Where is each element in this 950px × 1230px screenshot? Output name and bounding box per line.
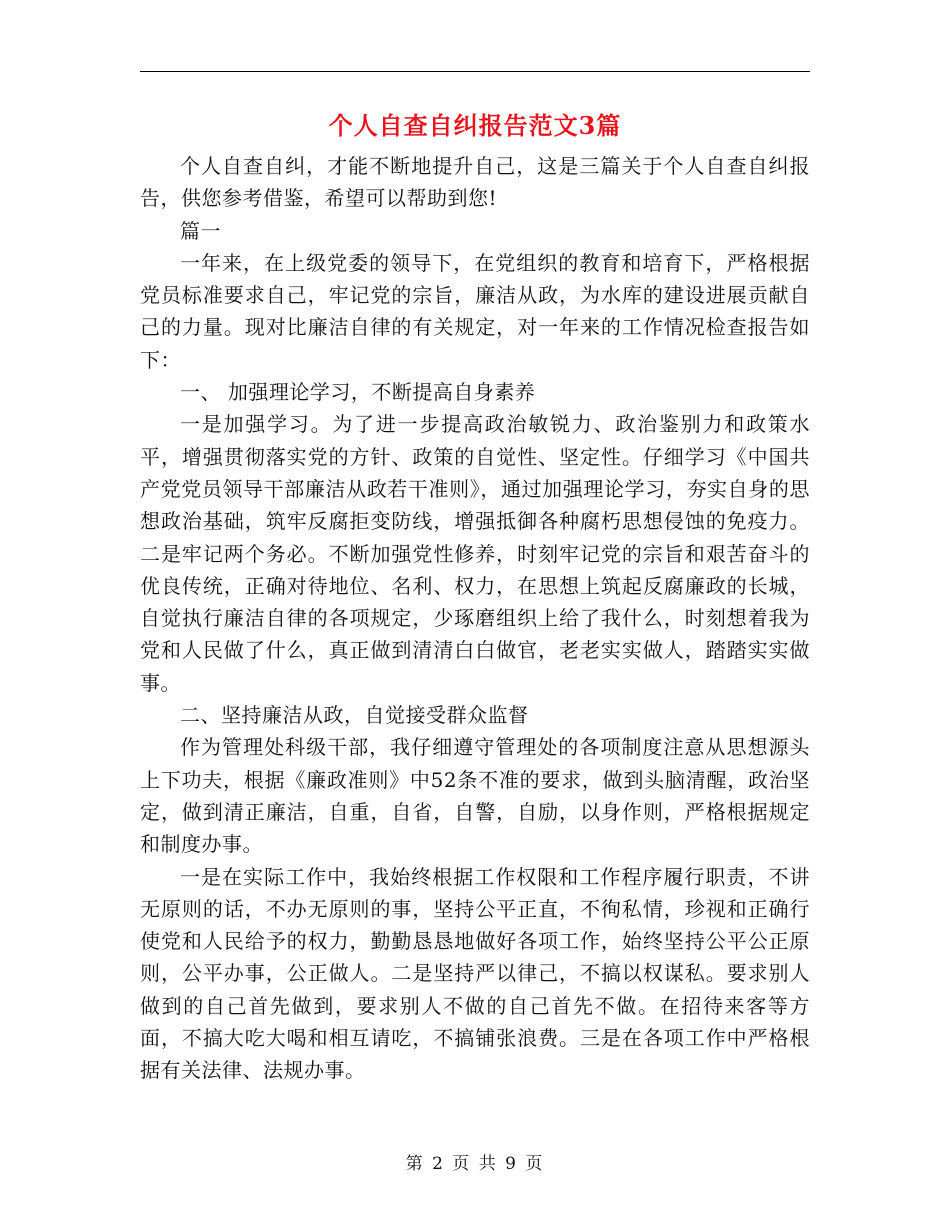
document-body [140,150,810,1087]
body-paragraph: 作为管理处科级干部，我仔细遵守管理处的各项制度注意从思想源头上下功夫，根据《廉政准则》中52条不准的要求，做到头脑清醒，政治坚定，做到清正廉洁，自重，自省，自警，自励，以身作则，严格根据规定和制度办事。 [140,735,810,857]
document-title: 个人自查自纠报告范文3篇 [328,111,622,140]
header-rule [140,71,810,72]
section-heading: 二、坚持廉洁从政，自觉接受群众监督 [180,703,529,728]
body-paragraph: 一是在实际工作中，我始终根据工作权限和工作程序履行职责，不讲无原则的话，不办无原则的事，坚持公平正直，不徇私情，珍视和正确行使党和人民给予的权力，勤勤恳恳地做好各项工作，始终坚持公平公正原则，公平办事，公正做人。二是坚持严以律己，不搞以权谋私。要求别人做到的自己首先做到，要求别人不做的自己首先不做。在招待来客等方面，不搞大吃大喝和相互请吃，不搞铺张浪费。三是在各项工作中严格根据有关法律、法规办事。 [140,864,810,1083]
section-heading: 一、 加强理论学习，不断提高自身素养 [180,380,536,405]
body-paragraph: 一年来，在上级党委的领导下，在党组织的教育和培育下，严格根据党员标准要求自己，牢记党的宗旨，廉洁从政，为水库的建设进展贡献自己的力量。现对比廉洁自律的有关规定，对一年来的工作情况检查报告如下： [140,250,810,372]
page-number-footer: 第 2 页 共 9 页 [405,1154,545,1174]
body-paragraph: 一是加强学习。为了进一步提高政治敏锐力、政治鉴别力和政策水平，增强贯彻落实党的方针、政策的自觉性、坚定性。仔细学习《中国共产党党员领导干部廉洁从政若干准则》，通过加强理论学习，夯实自身的思想政治基础，筑牢反腐拒变防线，增强抵御各种腐朽思想侵蚀的免疫力。二是牢记两个务必。不断加强党性修养，时刻牢记党的宗旨和艰苦奋斗的优良传统，正确对待地位、名利、权力，在思想上筑起反腐廉政的长城，自觉执行廉洁自律的各项规定，少琢磨组织上给了我什么，时刻想着我为党和人民做了什么，真正做到清清白白做官，老老实实做人，踏踏实实做事。 [140,412,810,695]
section-label-part-one: 篇一 [180,218,221,243]
intro-paragraph: 个人自查自纠，才能不断地提升自己，这是三篇关于个人自查自纠报告，供您参考借鉴，希望可以帮助到您! [140,154,810,211]
